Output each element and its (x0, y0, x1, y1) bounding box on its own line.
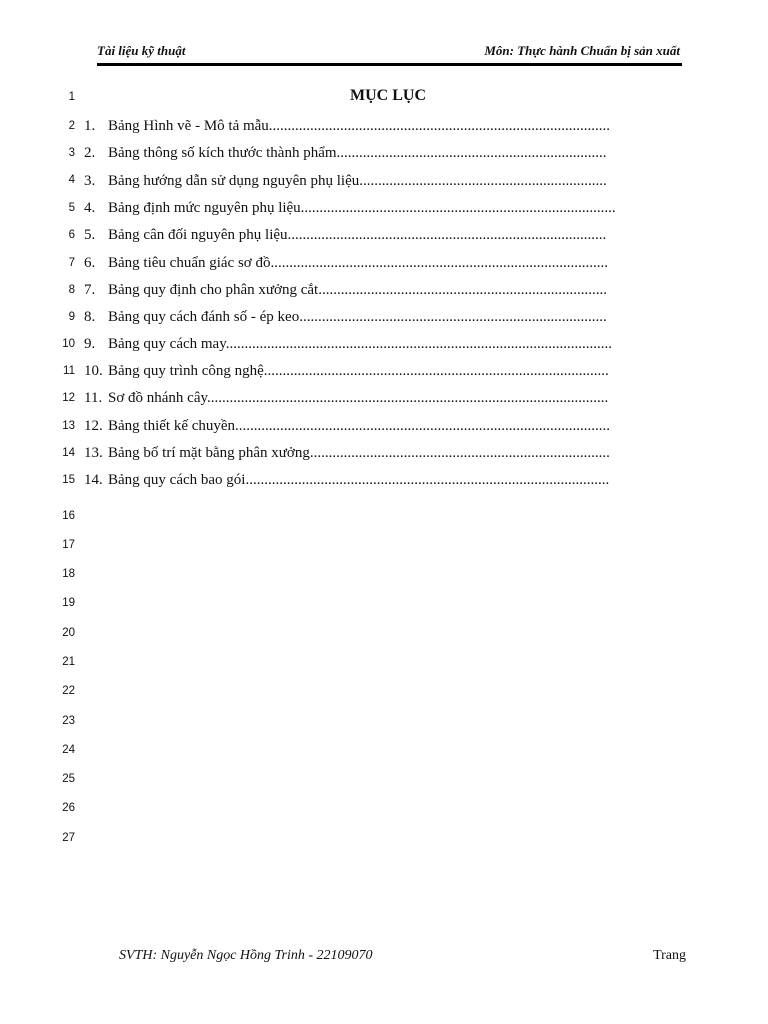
toc-entry-text: Bảng quy cách đánh số - ép keo.................................................................................. (108, 309, 607, 325)
toc-title: MỤC LỤC (350, 87, 426, 104)
line-number: 1 (68, 91, 75, 103)
toc-entry-text: Bảng quy định cho phân xưởng cắt............................................................................. (108, 282, 607, 298)
toc-entry-text: Bảng quy trình công nghệ............................................................................................ (108, 363, 609, 379)
line-number: 3 (68, 147, 75, 159)
line-number: 17 (62, 539, 75, 551)
toc-entry-text: Bảng thông số kích thước thành phẩm........................................................................ (108, 145, 607, 161)
toc-entry (84, 117, 610, 135)
toc-entry-text: Bảng định mức nguyên phụ liệu.................................................................................... (108, 200, 616, 216)
toc-entry-text: Bảng bố trí mặt bằng phân xưởng................................................................................ (108, 445, 610, 461)
line-number: 22 (62, 685, 75, 697)
line-number: 27 (62, 832, 75, 844)
toc-entry-number: 12. (84, 418, 103, 434)
toc-entry (84, 417, 610, 435)
toc-entry (84, 281, 607, 299)
toc-entry-text: Bảng hướng dẫn sử dụng nguyên phụ liệu.................................................................. (108, 173, 607, 189)
toc-entry-number: 7. (84, 282, 96, 298)
toc-entry-number: 8. (84, 309, 96, 325)
toc-entry-text: Bảng tiêu chuẩn giác sơ đồ.......................................................................................... (108, 255, 608, 271)
toc-entry (84, 144, 607, 162)
line-number: 10 (62, 338, 75, 350)
toc-entry-number: 10. (84, 363, 103, 379)
toc-entry-text: Bảng Hình vẽ - Mô tả mẫu........................................................................................... (108, 118, 611, 134)
line-number: 23 (62, 715, 75, 727)
line-number: 4 (68, 174, 75, 186)
toc-entry-number: 1. (84, 118, 96, 134)
toc-entry (84, 335, 612, 353)
line-number: 6 (68, 229, 75, 241)
toc-entry-text: Bảng quy cách bao gói................................................................................................. (108, 472, 610, 488)
toc-entry-text: Bảng thiết kế chuyền.................................................................................................... (108, 418, 611, 434)
line-number: 26 (62, 802, 75, 814)
line-number: 2 (68, 120, 75, 132)
line-number: 15 (62, 474, 75, 486)
line-number: 24 (62, 744, 75, 756)
line-number: 20 (62, 627, 75, 639)
line-number: 21 (62, 656, 75, 668)
header-document-type: Tài liệu kỹ thuật (97, 43, 186, 58)
line-number: 16 (62, 510, 75, 522)
line-number: 9 (68, 311, 75, 323)
header-subject: Môn: Thực hành Chuẩn bị sản xuất (484, 43, 680, 58)
toc-entry-number: 11. (84, 390, 103, 406)
toc-entry-number: 2. (84, 145, 96, 161)
line-number: 25 (62, 773, 75, 785)
toc-entry-number: 13. (84, 445, 103, 461)
line-number: 12 (62, 392, 75, 404)
toc-entry (84, 471, 609, 489)
footer-student-info: SVTH: Nguyễn Ngọc Hồng Trinh - 22109070 (119, 948, 373, 963)
toc-entry-number: 3. (84, 173, 96, 189)
header-divider (97, 63, 682, 66)
footer-page-label: Trang (653, 948, 686, 963)
toc-entry (84, 199, 616, 217)
line-number: 8 (68, 284, 75, 296)
toc-entry-text: Sơ đồ nhánh cây........................................................................................................... (108, 390, 609, 406)
toc-entry-text: Bảng quy cách may....................................................................................................... (108, 336, 612, 352)
toc-entry-number: 6. (84, 255, 96, 271)
toc-entry (84, 226, 606, 244)
toc-entry-number: 14. (84, 472, 103, 488)
line-number: 13 (62, 420, 75, 432)
line-number: 18 (62, 568, 75, 580)
toc-entry-number: 9. (84, 336, 96, 352)
toc-entry-number: 5. (84, 227, 96, 243)
line-number: 11 (63, 365, 75, 377)
toc-entry (84, 172, 607, 190)
line-number: 14 (62, 447, 75, 459)
toc-entry (84, 444, 610, 462)
toc-entry (84, 308, 607, 326)
toc-entry (84, 362, 609, 380)
toc-entry (84, 389, 608, 407)
toc-entry (84, 254, 608, 272)
line-number: 5 (68, 202, 75, 214)
line-number: 19 (62, 597, 75, 609)
toc-entry-number: 4. (84, 200, 96, 216)
line-number: 7 (68, 257, 75, 269)
toc-entry-text: Bảng cân đối nguyên phụ liệu..................................................................................... (108, 227, 607, 243)
